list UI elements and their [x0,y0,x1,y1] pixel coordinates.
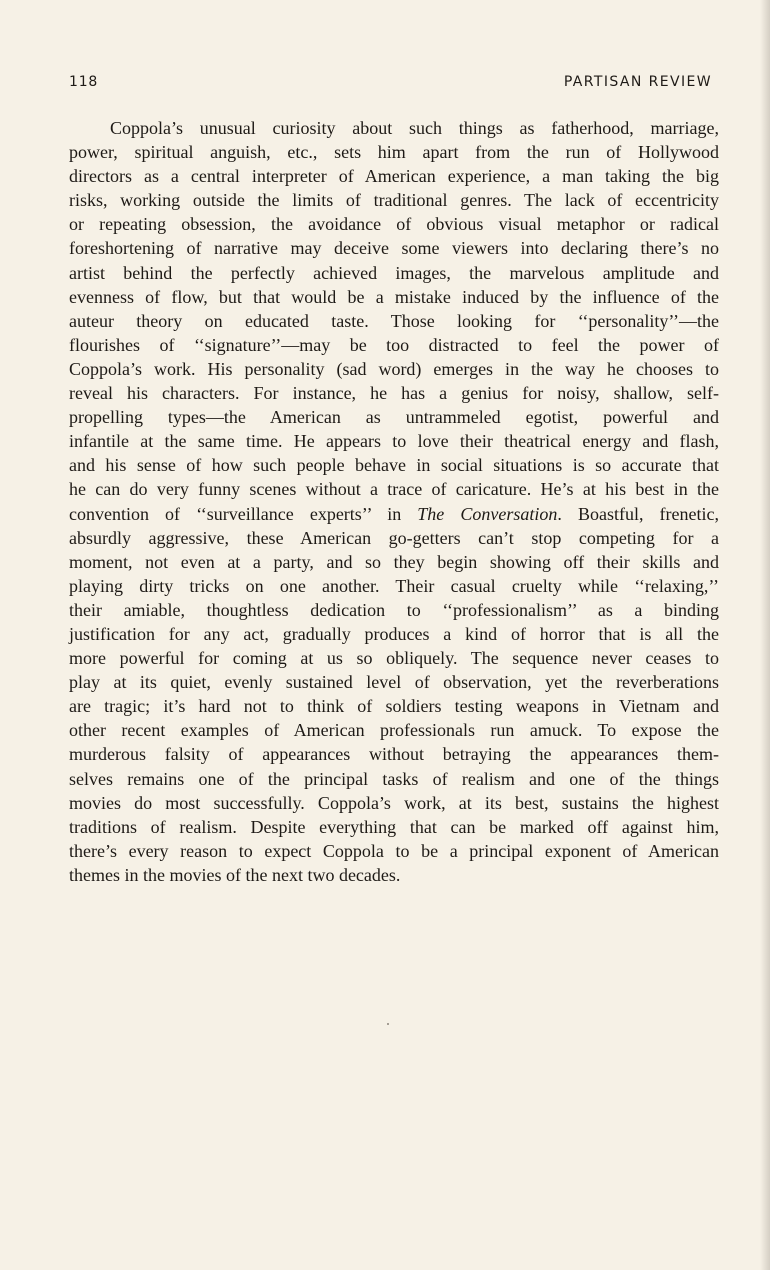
text-segment: flourishes of ‘‘signature’’—may be too distracted to feel the power of [69,334,719,355]
text-line [69,839,719,863]
text-line [69,357,719,381]
text-line [69,333,719,357]
page-number: 118 [69,74,99,90]
text-line [69,863,719,887]
text-line [69,574,719,598]
text-segment: are tragic; it’s hard not to think of soldiers testing weapons in Vietnam and [69,696,719,717]
text-segment: themes in the movies of the next two decades. [69,864,401,885]
text-segment: foreshortening of narrative may deceive some viewers into declaring there’s no [69,238,719,259]
text-line [69,236,719,260]
text-segment: there’s every reason to expect Coppola to be a principal exponent of American [69,840,719,861]
text-segment: murderous falsity of appearances without betraying the appearances them- [69,744,719,765]
text-segment: power, spiritual anguish, etc., sets him apart from the run of Hollywood [69,142,719,163]
text-line [69,646,719,670]
text-segment: Coppola’s unusual curiosity about such things as fatherhood, marriage, [110,118,719,138]
text-segment: moment, not even at a party, and so they begin showing off their skills and [69,551,719,572]
text-line [69,550,719,574]
text-segment: . Boastful, frenetic, [557,503,719,524]
text-line [69,622,719,646]
text-line [69,285,719,309]
text-line [69,164,719,188]
text-segment: he can do very funny scenes without a trace of caricature. He’s at his best in the [69,479,719,500]
page-edge-shadow [760,0,770,1270]
text-line [69,815,719,839]
text-segment: playing dirty tricks on one another. Their casual cruelty while ‘‘relaxing,’’ [69,575,719,596]
text-line [69,767,719,791]
text-line [69,212,719,236]
text-segment: more powerful for coming at us so obliquely. The sequence never ceases to [69,648,719,669]
text-line [69,718,719,742]
text-line [69,116,719,140]
text-segment: evenness of flow, but that would be a mistake induced by the influence of the [69,286,719,307]
text-segment: Coppola’s work. His personality (sad word) emerges in the way he chooses to [69,358,719,379]
text-line [69,791,719,815]
text-segment: convention of ‘‘surveillance experts’’ in [69,503,418,524]
text-segment: movies do most successfully. Coppola’s work, at its best, sustains the highest [69,792,719,813]
text-line [69,188,719,212]
text-line [69,742,719,766]
text-line [69,381,719,405]
text-line [69,140,719,164]
text-segment: play at its quiet, evenly sustained level of observation, yet the reverberations [69,672,719,693]
text-segment: absurdly aggressive, these American go-getters can’t stop competing for a [69,527,719,548]
text-segment: or repeating obsession, the avoidance of obvious visual metaphor or radical [69,214,719,235]
paper-speck [387,1023,389,1025]
text-line [69,670,719,694]
text-segment: artist behind the perfectly achieved images, the marvelous amplitude and [69,262,719,283]
text-segment: and his sense of how such people behave in social situations is so accurate that [69,455,719,476]
text-segment: auteur theory on educated taste. Those looking for ‘‘personality’’—the [69,310,719,331]
text-segment: their amiable, thoughtless dedication to ‘‘professionalism’’ as a binding [69,599,719,620]
text-segment: traditions of realism. Despite everything that can be marked off against him, [69,816,719,837]
text-line [69,429,719,453]
text-segment: selves remains one of the principal tasks of realism and one of the things [69,768,719,789]
text-segment: reveal his characters. For instance, he has a genius for noisy, shallow, self- [69,383,719,404]
journal-title: PARTISAN REVIEW [563,74,712,90]
text-segment: infantile at the same time. He appears to love their theatrical energy and flash, [69,431,719,452]
text-line [69,453,719,477]
text-line [69,502,719,526]
text-line [69,694,719,718]
running-head [69,74,712,96]
italic-title: The Conversation [417,503,558,524]
text-line [69,261,719,285]
text-segment: other recent examples of American professionals run amuck. To expose the [69,720,719,741]
text-segment: risks, working outside the limits of traditional genres. The lack of eccentricity [69,190,719,211]
text-segment: directors as a central interpreter of American experience, a man taking the big [69,166,719,187]
text-line [69,405,719,429]
body-paragraph [69,116,719,887]
text-line [69,309,719,333]
text-line [69,526,719,550]
text-line [69,477,719,501]
text-line [69,598,719,622]
text-segment: justification for any act, gradually produces a kind of horror that is all the [69,623,719,644]
text-segment: propelling types—the American as untrammeled egotist, powerful and [69,407,719,428]
